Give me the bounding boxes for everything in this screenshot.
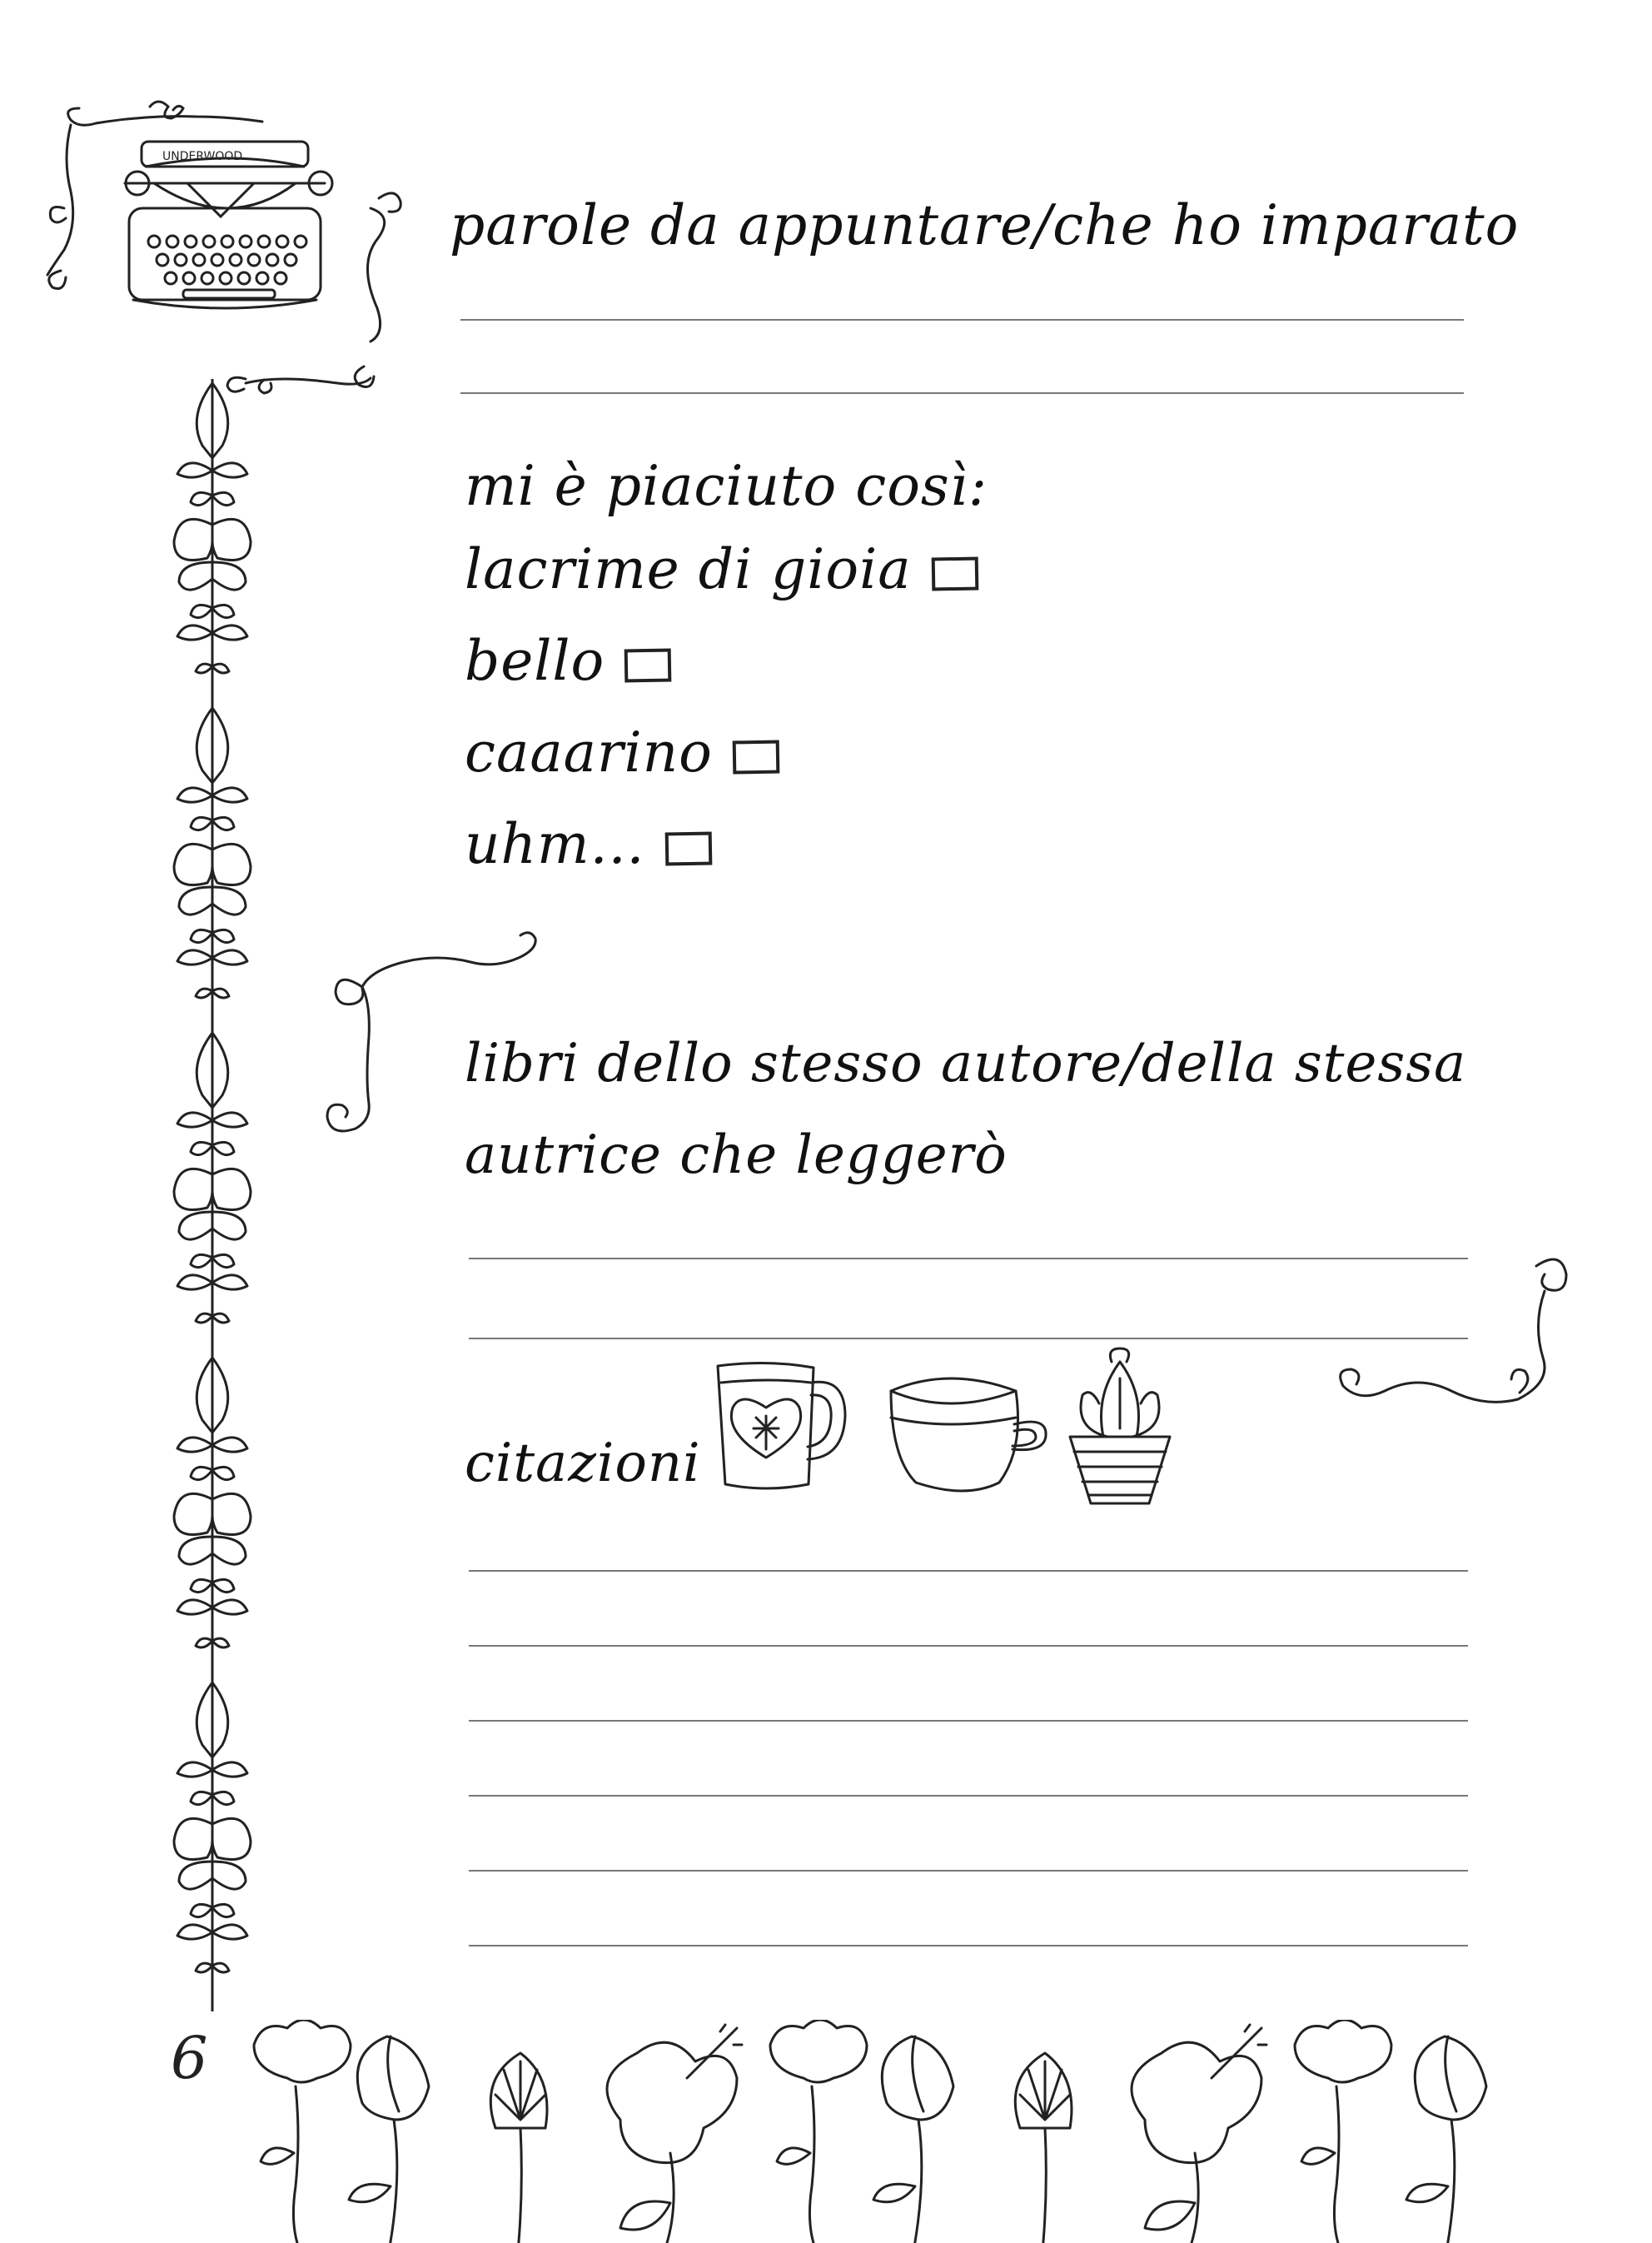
cactus-pot-icon [1066, 1345, 1174, 1512]
words-line [460, 392, 1464, 394]
quotes-line [469, 1720, 1468, 1722]
typewriter-icon [46, 92, 412, 408]
rating-option-label: bello [465, 629, 605, 693]
rating-option-tears-of-joy[interactable] [465, 537, 978, 601]
rating-option-nice[interactable] [465, 629, 671, 693]
quotes-section-title: citazioni [465, 1433, 701, 1494]
rating-option-uhm[interactable] [465, 812, 712, 876]
rating-section-title: mi è piaciuto così: [465, 454, 988, 518]
teacup-icon [883, 1374, 1049, 1499]
rating-checkbox[interactable] [931, 557, 978, 591]
heart-mug-icon [708, 1358, 858, 1499]
quotes-line [469, 1570, 1468, 1572]
quotes-line [469, 1645, 1468, 1647]
books-line [469, 1258, 1468, 1259]
page-number: 6 [171, 2024, 208, 2092]
words-line [460, 319, 1464, 321]
typewriter-brand: UNDERWOOD [162, 150, 243, 163]
words-section-title: parole da appuntare/che ho imparato [450, 193, 1520, 257]
flower-border [237, 2020, 1561, 2243]
rating-option-label: lacrime di gioia [465, 537, 912, 601]
quotes-line [469, 1945, 1468, 1946]
flourish-icon [1328, 1216, 1578, 1424]
quotes-line [469, 1870, 1468, 1872]
quotes-line [469, 1795, 1468, 1797]
rating-option-label: caaarino [465, 720, 713, 785]
rating-checkbox[interactable] [664, 832, 712, 866]
rating-option-cute[interactable] [465, 720, 779, 785]
rating-checkbox[interactable] [733, 740, 780, 775]
books-line [469, 1338, 1468, 1339]
rating-checkbox[interactable] [624, 649, 672, 683]
rating-option-label: uhm... [465, 812, 645, 876]
leaf-vine-border [162, 379, 262, 2011]
books-section-title-line1: libri dello stesso autore/della stessa [465, 1033, 1467, 1094]
books-section-title-line2: autrice che leggerò [465, 1124, 1008, 1186]
